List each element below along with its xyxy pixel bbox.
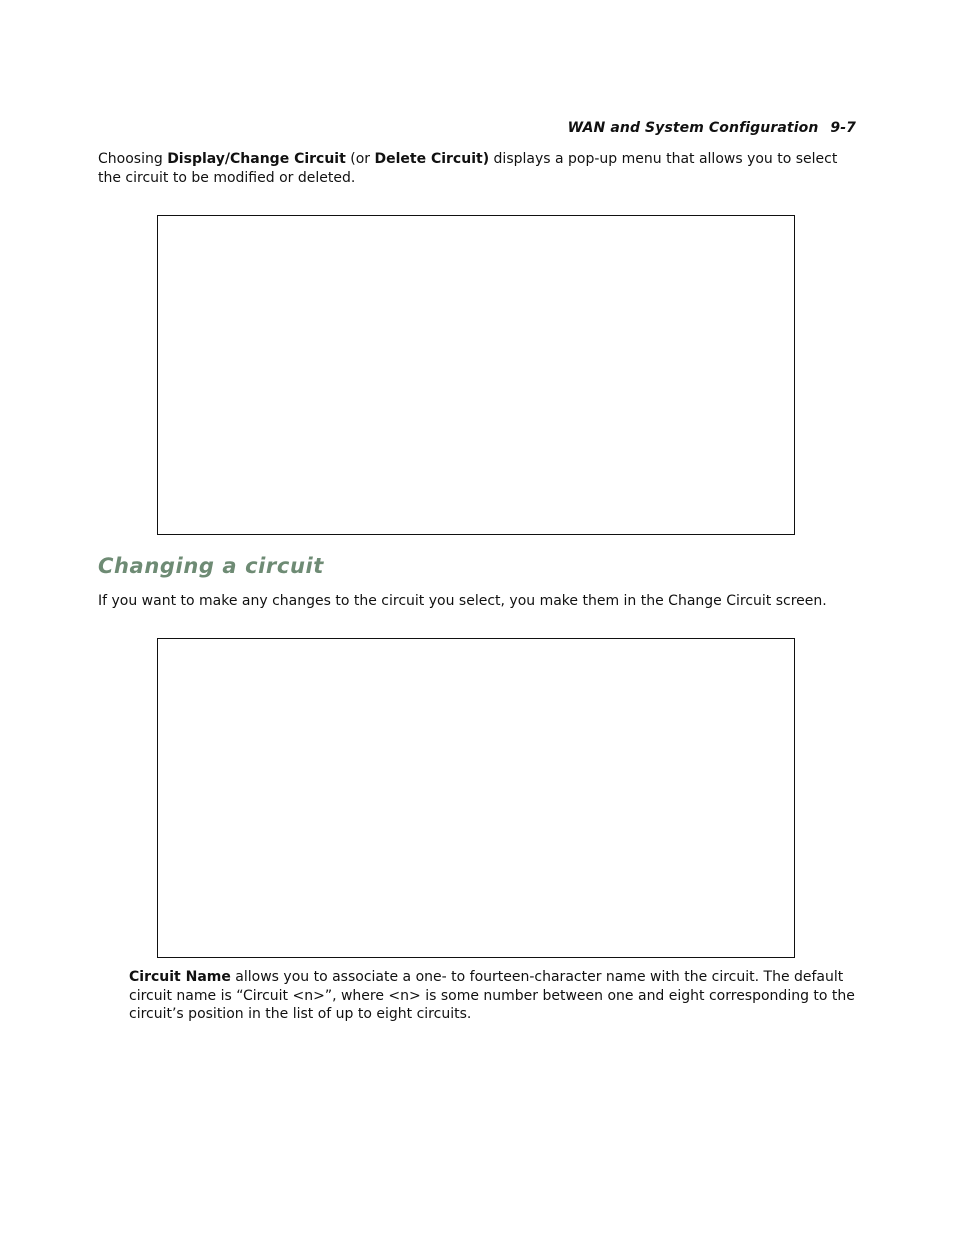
running-header (568, 120, 856, 136)
display-change-circuit-term: Display/Change Circuit (167, 151, 346, 167)
running-header-title: WAN and System Configuration (567, 120, 819, 136)
circuit-name-description: allows you to associate a one- to fourteen-character name with the circuit. The default circuit name is “Circuit <n>”, where <n> is some number between one and eight corresponding to the circuit’s position in the list of up to eight circuits. (129, 969, 855, 1022)
section-heading: Changing a circuit (98, 554, 324, 578)
change-circuit-paragraph: If you want to make any changes to the circuit you select, you make them in the Change Circuit screen. (98, 593, 827, 609)
page-number: 9-7 (830, 120, 856, 136)
change-circuit-screen-figure (157, 638, 795, 958)
delete-circuit-term: Delete Circuit) (374, 151, 490, 167)
circuit-name-paragraph (129, 968, 857, 1024)
circuit-popup-figure (157, 215, 795, 535)
intro-text-2: (or (345, 151, 375, 167)
intro-paragraph (98, 150, 838, 187)
intro-text-1: Choosing (98, 151, 168, 167)
intro-text-3: displays a pop-up menu that allows you to select the circuit to be modified or deleted. (98, 151, 838, 186)
circuit-name-term: Circuit Name (129, 969, 231, 985)
